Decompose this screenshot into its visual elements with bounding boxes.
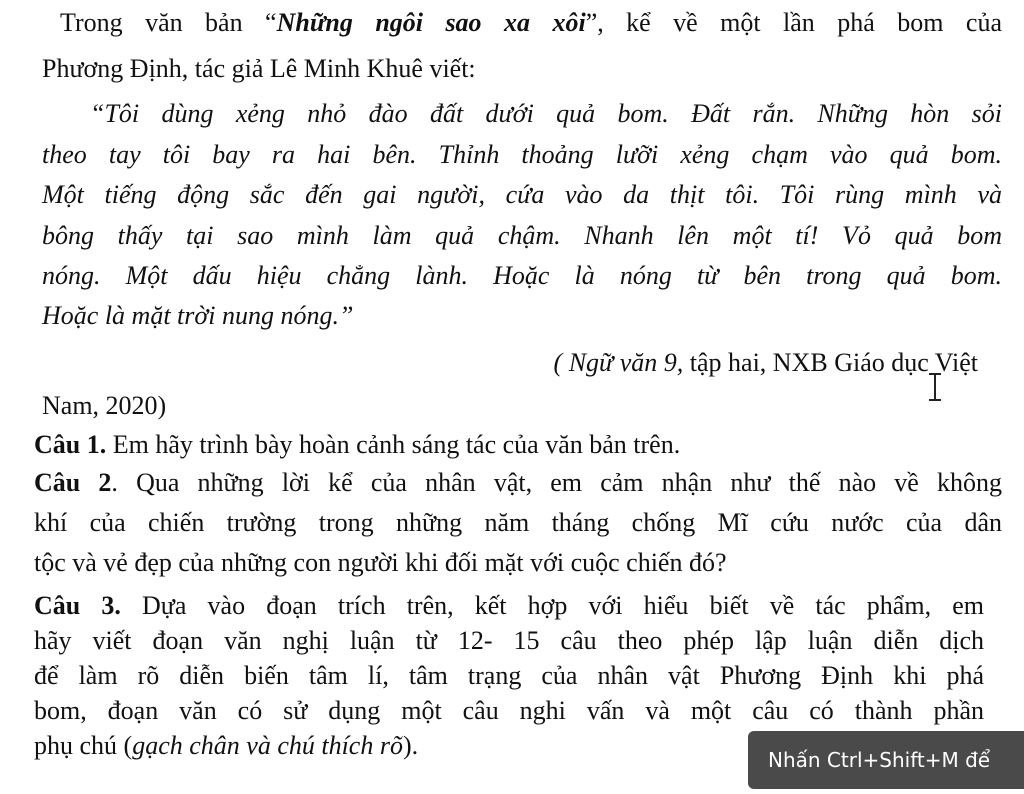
question-text: phụ chú ( [34,731,133,760]
question-text: ). [402,731,419,760]
shortcut-hint-tooltip[interactable]: Nhấn Ctrl+Shift+M để [748,731,1024,789]
intro-text: ”, kể về một lần phá bom của [585,8,1002,37]
question-3-line: để làm rõ diễn biến tâm lí, tâm trạng của nhân vật Phương Định khi phá [34,661,984,690]
intro-line-2: Phương Định, tác giả Lê Minh Khuê viết: [42,54,476,83]
question-label: Câu 1. [34,430,107,459]
work-title: Những ngôi sao xa xôi [276,8,586,37]
question-3-line: bom, đoạn văn có sử dụng một câu nghi vấn và một câu có thành phần [34,696,984,725]
quote-line: Hoặc là mặt trời nung nóng.” [42,301,354,330]
quote-line: theo tay tôi bay ra hai bên. Thỉnh thoảng lưỡi xẻng chạm vào quả bom. [42,140,1002,169]
text-cursor-icon [926,372,944,402]
question-text: . Qua những lời kể của nhân vật, em cảm nhận như thế nào về không [111,468,1002,497]
source-line-2: Nam, 2020) [42,391,167,420]
question-text: Em hãy trình bày hoàn cảnh sáng tác của văn bản trên. [106,430,681,459]
question-3-line: hãy viết đoạn văn nghị luận từ 12- 15 câu theo phép lập luận diễn dịch [34,626,984,655]
question-note: gạch chân và chú thích rõ [132,731,403,760]
quote-line: Một tiếng động sắc đến gai người, cứa vào da thịt tôi. Tôi rùng mình và [42,180,1002,209]
source-publisher: tập hai, NXB Giáo dục Việt [683,348,978,377]
question-label: Câu 2 [34,468,112,497]
source-book: ( Ngữ văn 9, [553,348,684,377]
question-2-line: tộc và vẻ đẹp của những con người khi đối mặt với cuộc chiến đó? [34,548,727,577]
quote-line: “Tôi dùng xẻng nhỏ đào đất dưới quả bom. Đất rắn. Những hòn sỏi [90,99,1002,128]
quote-line: nóng. Một dấu hiệu chẳng lành. Hoặc là nóng từ bên trong quả bom. [42,261,1002,290]
source-line-1 [42,346,978,380]
question-2-line [34,466,1002,500]
question-label: Câu 3. [34,591,121,620]
intro-text: Trong văn bản “ [60,8,277,37]
question-1 [34,428,1002,462]
question-2-line: khí của chiến trường trong những năm tháng chống Mĩ cứu nước của dân [34,508,1002,537]
quote-line: bông thấy tại sao mình làm quả chậm. Nhanh lên một tí! Vỏ quả bom [42,221,1002,250]
intro-line-1 [60,6,1002,40]
question-text: Dựa vào đoạn trích trên, kết hợp với hiểu biết về tác phẩm, em [120,591,984,620]
question-3-line [34,589,984,623]
